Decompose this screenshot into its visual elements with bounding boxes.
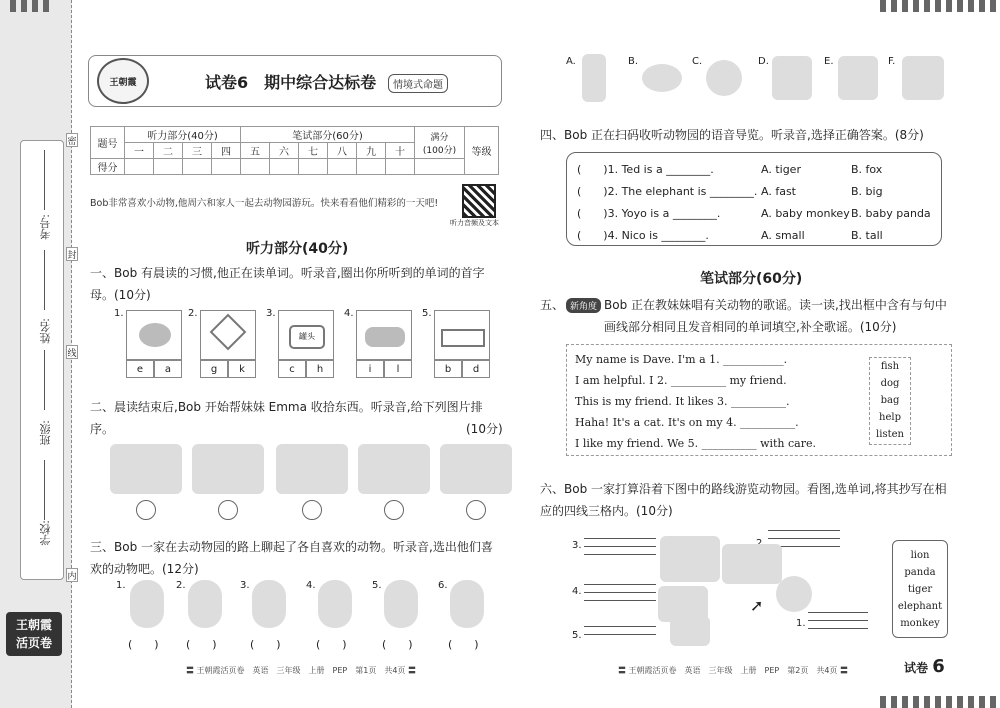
option-label: E. [824,56,834,67]
score-header: 满分 [430,132,449,143]
zoo-map [566,526,866,646]
score-header: 笔试部分(60分) [241,127,415,143]
score-header: 听力部分(40分) [125,127,241,143]
q3-num: 4. [306,580,316,591]
q3-num: 1. [116,580,126,591]
option-label: C. [692,56,703,67]
bird-icon [706,60,742,96]
kite-icon [210,314,247,351]
bed-picture [434,310,490,360]
seal-char: 内 [66,568,78,582]
q5-text: Bob 正在教妹妹唱有关动物的歌谣。读一读,找出框中含有与句中画线部分相同且发音相同的单词填空,补全歌谣。(10分) [604,298,947,334]
can-icon: 罐头 [289,325,325,349]
score-row-label: 得分 [91,159,125,175]
mother-avatar [252,580,286,628]
bottom-marks-right [880,696,1000,708]
score-cell[interactable] [183,159,212,175]
q4-questions [577,159,757,247]
q4-option-b [851,159,931,247]
letter-option[interactable]: e [126,360,154,378]
score-cell[interactable] [415,159,465,175]
score-col: 十 [386,143,415,159]
option-b: B. tall [851,229,883,242]
bed-icon [365,327,405,347]
q3-num: 2. [176,580,186,591]
footer-right: 〓 王朝霞活页卷 英语 三年级 上册 PEP 第2页 共4页 〓 [618,666,848,675]
option-label: B. [628,56,639,67]
father-avatar [318,580,352,628]
option-b: B. baby panda [851,207,931,220]
lion-house-icon [660,536,720,582]
animal-options [566,54,956,106]
scene-picture [358,444,430,494]
exam-no-label: 考号: [39,214,52,240]
bed-frame-icon [441,329,485,347]
write-line[interactable] [584,584,656,585]
bank-word: panda [904,567,936,578]
song-line[interactable]: Haha! It's a cat. It's on my 4. __________. [575,416,799,429]
order-circle[interactable] [218,500,238,520]
full-score: (100分) [422,145,457,156]
write-line[interactable] [768,538,840,539]
name-label: 姓名: [39,318,52,344]
song-line[interactable]: This is my friend. It likes 3. __________. [575,395,790,408]
fox-icon [772,56,812,100]
bank-word: monkey [900,618,940,629]
option-a: A. small [761,229,805,242]
score-cell[interactable] [125,159,154,175]
route-arrow-icon: ➚ [750,596,764,615]
song-line[interactable]: My name is Dave. I'm a 1. ___________. [575,353,788,366]
map-num: 1. [796,618,806,629]
write-line[interactable] [584,538,656,539]
bank-word: bag [880,395,900,406]
exam-badge [904,656,945,677]
q5-lines [575,349,816,454]
seal-char: 密 [66,133,78,147]
q2-points: (10分) [466,422,503,436]
can-picture [278,310,334,360]
q1-num: 4. [344,308,354,319]
q4-question[interactable]: ( )4. Nico is ________. [577,229,709,242]
exam-badge-text: 试卷 [904,661,929,675]
letter-option[interactable]: d [462,360,490,378]
exam-badge-num: 6 [932,656,945,677]
footer-left: 〓 王朝霞活页卷 英语 三年级 上册 PEP 第1页 共4页 〓 [186,666,416,675]
order-circle[interactable] [136,500,156,520]
class-label: 班级: [39,420,52,446]
goldfish-icon [642,64,682,92]
write-line[interactable] [584,626,656,627]
write-line[interactable] [584,600,656,601]
bank-word: tiger [907,584,933,595]
letter-option[interactable]: k [228,360,256,378]
option-label: F. [888,56,896,67]
score-cell[interactable] [270,159,299,175]
q4-text: 四、Bob 正在扫码收听动物园的语音导览。听录音,选择正确答案。(8分) [540,128,924,142]
score-col: 五 [241,143,270,159]
score-cell[interactable] [328,159,357,175]
q4-question[interactable]: ( )3. Yoyo is a ________. [577,207,721,220]
brand-logo: 王朝霞 活页卷 [6,612,62,656]
scene-picture [110,444,182,494]
grandpa-avatar [130,580,164,628]
q2-text: 二、晨读结束后,Bob 开始帮妹妹 Emma 收拾东西。听录音,给下列图片排序。 [90,400,483,436]
q5-word-bank [869,357,911,445]
score-col: 二 [154,143,183,159]
q3-num: 6. [438,580,448,591]
q3-num: 3. [240,580,250,591]
fill-line [44,460,45,520]
score-table [90,126,499,175]
seal-char: 封 [66,247,78,261]
exam-tag: 情境式命题 [388,74,448,93]
score-cell[interactable] [357,159,386,175]
exam-title: 试卷6 期中综合达标卷 [205,73,377,92]
scene-picture [440,444,512,494]
option-a: A. baby monkey [761,207,850,220]
q1-num: 5. [422,308,432,319]
answer-paren[interactable]: ( ) [382,638,413,651]
score-header: 题号 [91,127,125,159]
top-marks-left [10,0,49,12]
dog-icon [902,56,944,100]
answer-paren[interactable]: ( ) [250,638,281,651]
option-a: A. tiger [761,163,801,176]
q3-text: 三、Bob 一家在去动物园的路上聊起了各自喜欢的动物。听录音,选出他们喜欢的动物吧。(12分) [90,540,493,576]
score-col: 七 [299,143,328,159]
q5-number: 五、 [540,298,565,312]
q6-text: 六、Bob 一家打算沿着下图中的路线游览动物园。看图,选单词,将其抄写在相应的四线三格内。(10分) [540,482,947,518]
kite-picture [200,310,256,360]
score-col: 九 [357,143,386,159]
option-b: B. big [851,185,883,198]
bank-word: fish [880,361,900,372]
q4-option-a [761,159,850,247]
q3-num: 5. [372,580,382,591]
q1-num: 2. [188,308,198,319]
answer-paren[interactable]: ( ) [316,638,347,651]
write-line[interactable] [584,554,656,555]
map-num: 4. [572,586,582,597]
ill-picture [356,310,412,360]
giraffe-icon [582,54,606,102]
map-num: 5. [572,630,582,641]
answer-paren[interactable]: ( ) [186,638,217,651]
letter-option[interactable]: h [306,360,334,378]
elephant-house-icon [670,616,710,646]
bank-word: dog [880,378,900,389]
write-line[interactable] [584,634,656,635]
rabbit-icon [838,56,878,100]
order-circle[interactable] [302,500,322,520]
score-header: 等级 [465,127,499,175]
score-cell[interactable] [212,159,241,175]
order-circle[interactable] [466,500,486,520]
q1-items [114,308,514,378]
q1-num: 3. [266,308,276,319]
qr-label: 听力音频及文本 [450,219,499,227]
score-col: 六 [270,143,299,159]
answer-paren[interactable]: ( ) [128,638,159,651]
q4-question[interactable]: ( )1. Ted is a ________. [577,163,714,176]
score-cell[interactable] [154,159,183,175]
score-cell[interactable] [386,159,415,175]
bank-word: listen [876,429,904,440]
student-info-box [20,140,64,580]
q1-num: 1. [114,308,124,319]
score-col: 八 [328,143,357,159]
letter-option[interactable]: a [154,360,182,378]
option-a: A. fast [761,185,796,198]
qr-code-icon[interactable] [462,184,496,218]
option-b: B. fox [851,163,883,176]
score-col: 三 [183,143,212,159]
map-num: 3. [572,540,582,551]
bank-word: lion [910,550,930,561]
grandma-avatar [188,580,222,628]
monkey-icon [776,576,812,612]
scene-picture [192,444,264,494]
letter-option[interactable]: c [278,360,306,378]
score-col: 一 [125,143,154,159]
seal-char: 线 [66,345,78,359]
fill-line [44,150,45,210]
write-line[interactable] [584,592,656,593]
score-cell[interactable] [299,159,328,175]
school-label: 学校: [39,520,52,546]
q5-box [566,344,952,456]
fill-line [44,250,45,310]
letter-option[interactable]: g [200,360,228,378]
full-score-cell [415,127,465,159]
egg-icon [139,323,171,347]
written-heading: 笔试部分(60分) [700,271,803,287]
letter-option[interactable]: l [384,360,412,378]
score-col: 四 [212,143,241,159]
q4-question[interactable]: ( )2. The elephant is ________. [577,185,758,198]
letter-option[interactable]: b [434,360,462,378]
publisher-logo: 王朝霞 [97,58,149,104]
egg-picture [126,310,182,360]
boy-avatar [384,580,418,628]
top-marks-right [880,0,1000,12]
song-line[interactable]: I like my friend. We 5. __________ with care. [575,437,816,450]
song-line[interactable]: I am helpful. I 2. __________ my friend. [575,374,787,387]
score-cell[interactable] [241,159,270,175]
write-line[interactable] [808,620,868,621]
answer-paren[interactable]: ( ) [448,638,479,651]
q1-text: 一、Bob 有晨读的习惯,他正在读单词。听录音,圈出你所听到的单词的首字母。(10分) [90,266,485,302]
bank-word: help [879,412,901,423]
write-line[interactable] [584,546,656,547]
fill-line [44,350,45,410]
girl-avatar [450,580,484,628]
tiger-house-icon [722,544,782,584]
write-line[interactable] [808,628,868,629]
new-angle-badge: 新角度 [566,298,601,313]
q6-word-bank [892,540,948,638]
write-line[interactable] [808,612,868,613]
bank-word: elephant [897,601,943,612]
q4-box [566,152,942,246]
intro-text: Bob非常喜欢小动物,他周六和家人一起去动物园游玩。快来看看他们精彩的一天吧! [90,198,439,209]
option-label: D. [758,56,769,67]
write-line[interactable] [768,530,840,531]
scene-picture [276,444,348,494]
letter-option[interactable]: i [356,360,384,378]
listening-heading: 听力部分(40分) [246,241,349,257]
option-label: A. [566,56,576,67]
order-circle[interactable] [384,500,404,520]
